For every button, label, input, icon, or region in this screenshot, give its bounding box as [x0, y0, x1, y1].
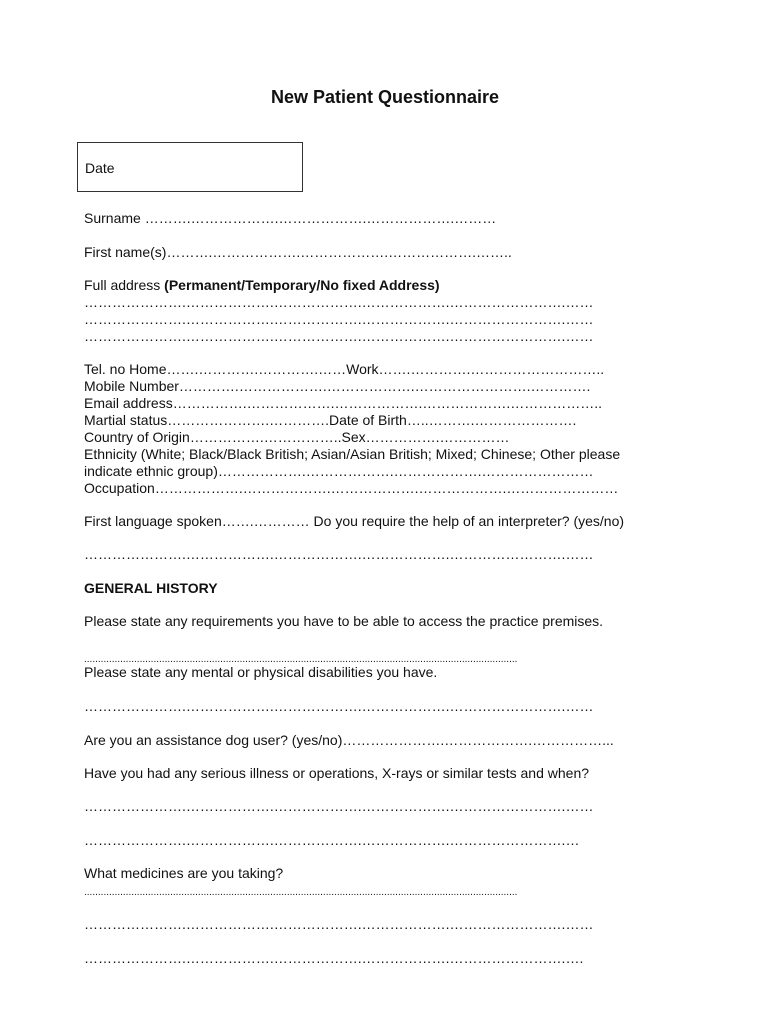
- medicines-question: What medicines are you taking?: [84, 865, 284, 881]
- marital-status-line[interactable]: Martial status………………….………….Date of Birth…..……….………………….: [84, 412, 577, 428]
- page-title: New Patient Questionnaire: [270, 87, 500, 107]
- address-type: (Permanent/Temporary/No fixed Address): [164, 277, 440, 293]
- general-history-heading: GENERAL HISTORY: [84, 580, 218, 596]
- interpreter-answer-line[interactable]: ………………….……………….……………….……………….…………………….……: [84, 546, 594, 562]
- mobile-line[interactable]: Mobile Number………….……………….……………….…………………….………….: [84, 378, 591, 394]
- date-field[interactable]: [77, 142, 303, 192]
- medicines-answer-line-2[interactable]: ………………….……………….……………….……………….…………………….……: [84, 916, 594, 932]
- first-language-line[interactable]: First language spoken…….………… Do you require the help of an interpreter? (yes/no): [84, 513, 625, 529]
- access-requirements-question: Please state any requirements you have to be able to access the practice premises.: [84, 613, 604, 629]
- address-label: Full address: [84, 277, 165, 293]
- ethnicity-line-1: Ethnicity (White; Black/Black British; Asian/Asian British; Mixed; Chinese; Other please: [84, 446, 621, 462]
- surname-line[interactable]: Surname ……….……………….……………….……………….………: [84, 210, 497, 226]
- ethnicity-line-2[interactable]: indicate ethnic group)……………….……………….……………….……………………: [84, 463, 594, 479]
- address-line-3[interactable]: ………………….……………….……………….……………….…………………….……: [84, 328, 594, 344]
- access-requirements-answer-line[interactable]: ............................................................................................................................................................: [84, 654, 518, 665]
- country-of-origin-line[interactable]: Country of Origin…………….……………..Sex…………….……………: [84, 429, 510, 445]
- medicines-answer-line-3[interactable]: ………………….……………….……………….……………….…………………….….: [84, 950, 584, 966]
- assistance-dog-line[interactable]: Are you an assistance dog user? (yes/no)………………….……………….……………...: [84, 732, 614, 748]
- address-line-2[interactable]: ………………….……………….……………….……………….…………………….……: [84, 311, 594, 327]
- address-heading: [84, 277, 440, 294]
- serious-illness-question: Have you had any serious illness or operations, X-rays or similar tests and when?: [84, 765, 590, 781]
- illness-answer-line-2[interactable]: ………………….……………….……………….……………….…………………….…: [84, 832, 580, 848]
- date-label: Date: [85, 160, 115, 176]
- illness-answer-line-1[interactable]: ………………….……………….……………….……………….…………………….……: [84, 798, 594, 814]
- occupation-line[interactable]: Occupation……………….……………….……………….……………….……………………: [84, 480, 619, 496]
- address-line-1[interactable]: ………………….……………….……………….……………….…………………….……: [84, 294, 594, 310]
- tel-home-line[interactable]: Tel. no Home…….………….………….……Work…….………….………………………..: [84, 361, 605, 377]
- disabilities-answer-line[interactable]: ………………….……………….……………….……………….…………………….……: [84, 698, 594, 714]
- first-name-line[interactable]: First name(s)……….……………….……………….……………….……..: [84, 244, 512, 260]
- disabilities-question: Please state any mental or physical disabilities you have.: [84, 664, 438, 680]
- medicines-answer-line-1[interactable]: ............................................................................................................................................................: [84, 887, 518, 898]
- email-line[interactable]: Email address…………….……………….……………….……………….………………..: [84, 395, 603, 411]
